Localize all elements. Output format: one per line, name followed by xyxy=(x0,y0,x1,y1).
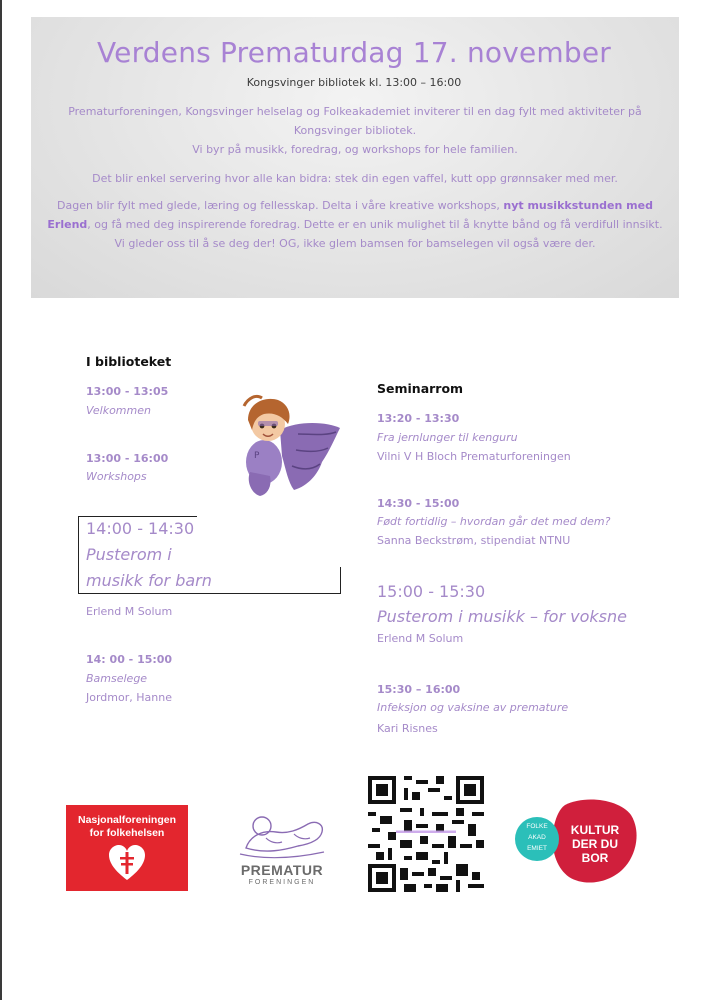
folke-text-2: AKAD xyxy=(528,834,546,841)
heart-cross-icon xyxy=(107,843,147,883)
invitation-highlight: nyt musikkstunden med Erlend xyxy=(47,199,653,231)
seminar-item-1-time: 13:20 - 13:30 xyxy=(377,412,460,425)
highlight-frame-left xyxy=(78,516,79,594)
page-edge-line xyxy=(0,0,2,1000)
seminar-item-3-time: 15:00 - 15:30 xyxy=(377,582,486,601)
svg-text:P: P xyxy=(254,451,260,461)
library-item-1-desc: Velkommen xyxy=(86,404,151,417)
seminar-item-2-who: Sanna Beckstrøm, stipendiat NTNU xyxy=(377,534,571,547)
intro-line-3: Vi byr på musikk, foredrag, og workshops for hele familien. xyxy=(192,143,518,156)
foreningen-logo-text: FORENINGEN xyxy=(248,879,316,886)
kultur-text-1: KULTUR xyxy=(570,823,620,837)
library-item-3-time: 14:00 - 14:30 xyxy=(86,519,195,538)
library-item-3-desc-line1: Pusterom i xyxy=(86,545,172,564)
highlight-frame-right xyxy=(340,567,341,594)
library-item-4-who: Jordmor, Hanne xyxy=(86,691,172,704)
library-item-1-time: 13:00 - 13:05 xyxy=(86,385,169,398)
kultur-text-2: DER DU xyxy=(571,837,619,851)
library-item-4-time: 14: 00 - 15:00 xyxy=(86,653,173,666)
library-item-2-desc: Workshops xyxy=(86,470,147,483)
invitation-text-a: Dagen blir fylt med glede, læring og fellesskap. Delta i våre kreative workshops, xyxy=(57,199,504,212)
intro-paragraph xyxy=(45,102,665,159)
folkeakademiet-kultur-logo xyxy=(515,797,638,887)
seminar-item-1-who: Vilni V H Bloch Prematurforeningen xyxy=(377,450,571,463)
prematurforeningen-baby-icon xyxy=(236,808,328,862)
folke-text-3: EMIET xyxy=(527,845,547,852)
folke-text-1: FOLKE xyxy=(526,823,548,830)
seminar-item-3-desc: Pusterom i musikk – for voksne xyxy=(377,607,627,626)
library-item-2-time: 13:00 - 16:00 xyxy=(86,452,169,465)
seminar-item-2-time: 14:30 - 15:00 xyxy=(377,497,460,510)
superhero-baby-illustration xyxy=(238,390,344,500)
seminar-item-2-desc: Født fortidlig – hvordan går det med dem? xyxy=(377,515,611,528)
intro-line-1: Prematurforeningen, Kongsvinger helselag og Folkeakademiet inviterer til en dag fylt med aktiviteter på xyxy=(68,105,642,118)
seminar-item-1-desc: Fra jernlunger til kenguru xyxy=(377,431,518,444)
nf-logo-line-1: Nasjonalforeningen xyxy=(77,814,176,826)
library-item-3-who: Erlend M Solum xyxy=(86,605,173,618)
seminar-item-4-who: Kari Risnes xyxy=(377,722,438,735)
event-subtitle: Kongsvinger bibliotek kl. 13:00 – 16:00 xyxy=(246,76,462,89)
invitation-paragraph xyxy=(45,196,665,253)
seminar-item-4-desc: Infeksjon og vaksine av premature xyxy=(377,701,569,714)
prematur-logo-text: PREMATUR xyxy=(240,862,324,878)
qr-code xyxy=(368,776,484,892)
event-title: Verdens Prematurdag 17. november xyxy=(96,36,612,69)
nf-logo-line-2: for folkehelsen xyxy=(89,827,165,839)
seminar-heading: Seminarrom xyxy=(377,381,464,396)
nasjonalforeningen-logo xyxy=(66,805,188,891)
intro-line-2: Kongsvinger bibliotek. xyxy=(293,124,417,137)
invitation-text-b: , og få med deg inspirerende foredrag. Dette er en unik mulighet til å knytte bånd og få verdifull innsikt. Vi gleder oss til å se deg der! OG, ikke glem bamsen for bamselegen vil også være der. xyxy=(87,218,663,250)
library-item-4-desc: Bamselege xyxy=(86,672,148,685)
library-heading: I biblioteket xyxy=(86,354,172,369)
kultur-text-3: BOR xyxy=(581,851,609,865)
highlight-frame-bottom xyxy=(78,593,341,594)
highlight-frame-top xyxy=(78,516,197,517)
library-item-3-desc-line2: musikk for barn xyxy=(86,571,212,590)
seminar-item-4-time: 15:30 – 16:00 xyxy=(377,683,461,696)
seminar-item-3-who: Erlend M Solum xyxy=(377,632,464,645)
serving-paragraph: Det blir enkel servering hvor alle kan bidra: stek din egen vaffel, kutt opp grønnsaker med mer. xyxy=(92,172,618,185)
